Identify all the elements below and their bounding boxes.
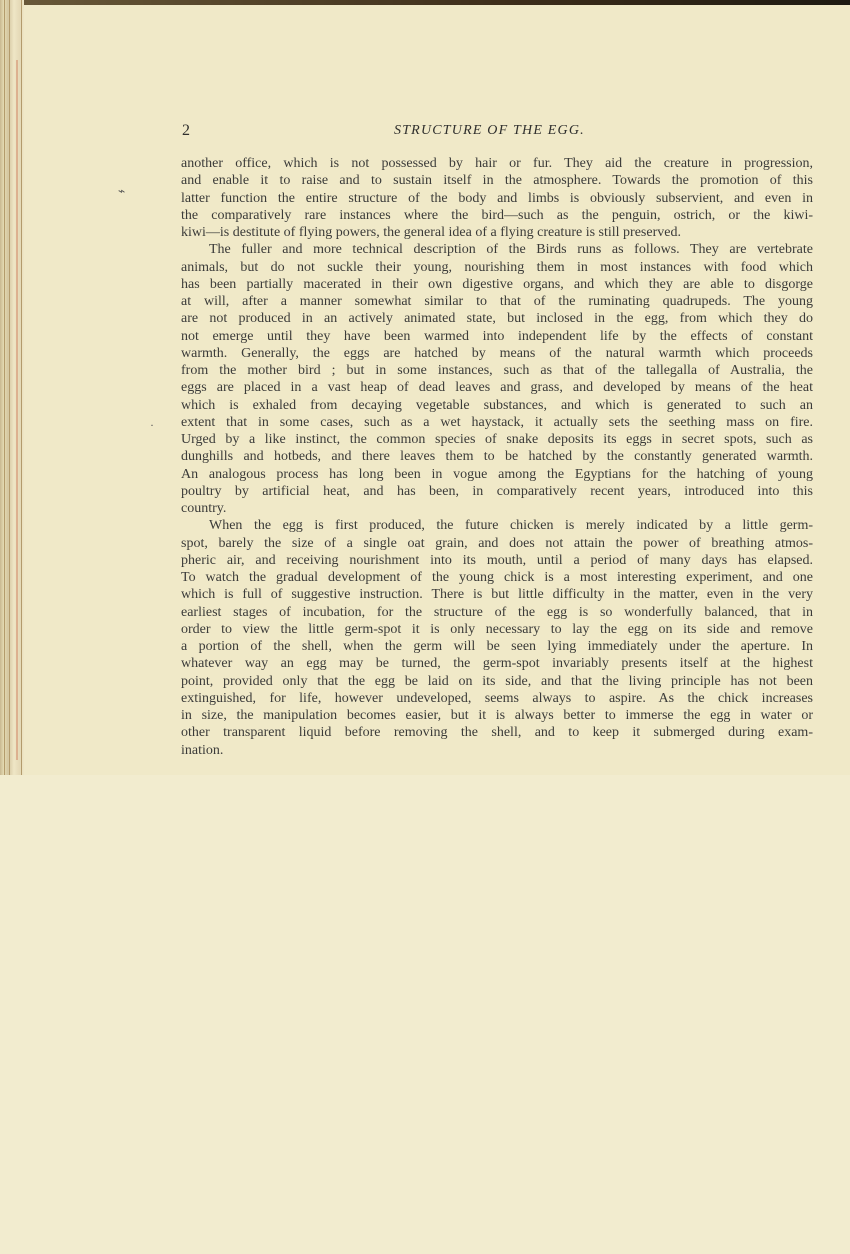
text-line: not emerge until they have been warmed into independent life by the effects of constant: [181, 328, 813, 344]
text-line: kiwi—is destitute of flying powers, the general idea of a flying creature is still preserved.: [181, 225, 681, 240]
text-line: To watch the gradual development of the young chick is a most interesting experiment, and one: [181, 570, 813, 585]
page-top-edge: [0, 0, 850, 5]
text-line: The fuller and more technical description of the Birds runs as follows. They are vertebrate: [209, 242, 813, 258]
margin-mark: ⌁: [118, 184, 126, 198]
text-line: latter function the entire structure of the body and limbs is obviously subservient, and even in: [181, 190, 813, 206]
text-line: earliest stages of incubation, for the structure of the egg is so wonderfully balanced, that in: [181, 604, 813, 620]
running-title: STRUCTURE OF THE EGG.: [394, 123, 585, 138]
text-line: a portion of the shell, when the germ will be seen lying immediately under the aperture. In: [181, 639, 813, 654]
text-line: from the mother bird ; but in some instances, such as that of the tallegalla of Australia, the: [181, 363, 813, 378]
margin-dot: ·: [150, 418, 154, 432]
binding-line: [21, 0, 22, 775]
book-binding: [0, 0, 24, 775]
text-line: in size, the manipulation becomes easier, but it is always better to immerse the egg in water or: [181, 708, 813, 723]
text-line: extent that in some cases, such as a wet haystack, it actually sets the seething mass on fire.: [181, 414, 813, 430]
text-line: ination.: [181, 742, 224, 758]
text-line: pheric air, and receiving nourishment into its mouth, until a period of many days has elapsed.: [181, 552, 813, 568]
text-line: poultry by artificial heat, and has been, in comparatively recent years, introduced into this: [181, 483, 813, 499]
text-line: extinguished, for life, however undeveloped, seems always to aspire. As the chick increases: [181, 690, 813, 706]
text-line: other transparent liquid before removing the shell, and to keep it submerged during exam-: [181, 725, 813, 741]
text-line: dunghills and hotbeds, and there leaves them to be hatched by the constantly generated warmth.: [181, 449, 813, 465]
text-line: point, provided only that the egg be laid on its side, and that the living principle has not been: [181, 673, 813, 689]
binding-red-edge: [16, 60, 18, 760]
text-line: and enable it to raise and to sustain itself in the atmosphere. Towards the promotion of this: [181, 173, 813, 189]
text-line: An analogous process has long been in vogue among the Egyptians for the hatching of young: [181, 466, 813, 482]
text-line: When the egg is first produced, the future chicken is merely indicated by a little germ-: [209, 518, 813, 534]
text-line: are not produced in an actively animated state, but inclosed in the egg, from which they do: [181, 311, 813, 327]
binding-line: [9, 0, 10, 775]
text-line: which is full of suggestive instruction. There is but little difficulty in the matter, even in the very: [181, 587, 813, 603]
text-line: order to view the little germ-spot it is only necessary to lay the egg on its side and remove: [181, 621, 813, 637]
text-line: the comparatively rare instances where the bird—such as the penguin, ostrich, or the kiwi-: [181, 207, 813, 223]
text-line: eggs are placed in a vast heap of dead leaves and grass, and developed by means of the heat: [181, 380, 813, 396]
binding-line: [4, 0, 5, 775]
text-line: has been partially macerated in their own digestive organs, and which they are able to disgorge: [181, 276, 813, 292]
text-line: which is exhaled from decaying vegetable substances, and which is generated to such an: [181, 397, 813, 413]
text-line: country.: [181, 501, 227, 516]
body-text: [181, 155, 813, 759]
text-line: at will, after a manner somewhat similar to that of the ruminating quadrupeds. The young: [181, 294, 813, 309]
text-line: another office, which is not possessed by hair or fur. They aid the creature in progression,: [181, 156, 813, 171]
text-line: whatever way an egg may be turned, the germ-spot invariably presents itself at the highest: [181, 656, 813, 672]
text-line: spot, barely the size of a single oat grain, and does not attain the power of breathing atmos-: [181, 535, 813, 551]
page-number: 2: [182, 122, 190, 139]
text-line: Urged by a like instinct, the common species of snake deposits its eggs in secret spots, such as: [181, 432, 813, 447]
page-header: [182, 122, 812, 144]
text-line: warmth. Generally, the eggs are hatched by means of the natural warmth which proceeds: [181, 345, 813, 361]
text-line: animals, but do not suckle their young, nourishing them in most instances with food which: [181, 259, 813, 275]
